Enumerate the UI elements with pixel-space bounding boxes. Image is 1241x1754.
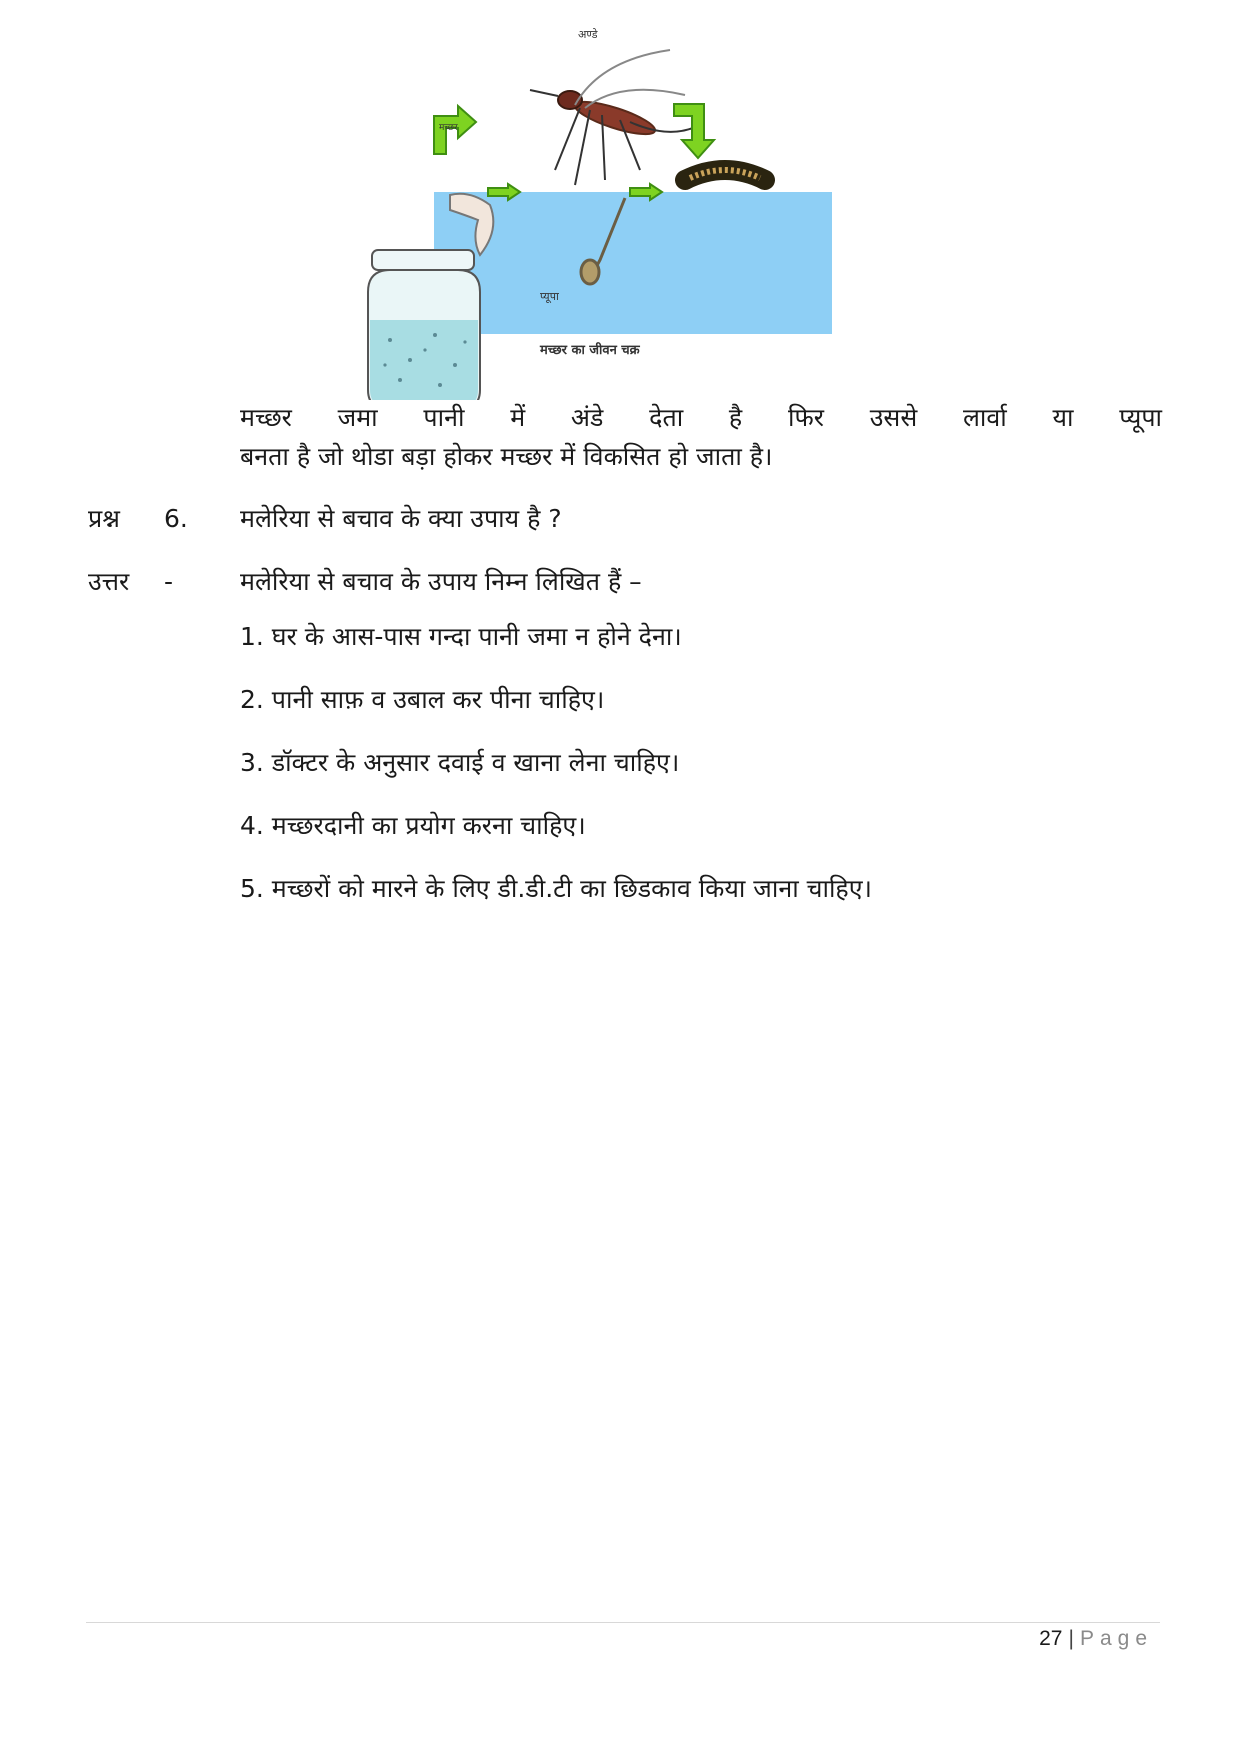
label-mosquito: मच्छर bbox=[439, 123, 458, 133]
water-jar-illustration bbox=[368, 250, 480, 400]
figure-caption: मच्छर का जीवन चक्र bbox=[540, 343, 640, 358]
label-pupa: प्यूपा bbox=[540, 290, 559, 303]
answer-text: मलेरिया से बचाव के उपाय निम्न लिखित हैं – bbox=[240, 567, 642, 596]
page-word: Page bbox=[1079, 1627, 1153, 1650]
footer-divider bbox=[86, 1622, 1160, 1623]
prevention-list bbox=[240, 620, 872, 935]
cycle-arrows bbox=[434, 104, 714, 200]
page-number: 27 bbox=[1039, 1627, 1063, 1650]
list-item: 2. पानी साफ़ व उबाल कर पीना चाहिए। bbox=[240, 685, 605, 714]
intro-paragraph bbox=[240, 398, 1162, 476]
label-eggs: अण्डे bbox=[578, 28, 598, 41]
intro-line-2: बनता है जो थोडा बड़ा होकर मच्छर में विकसित हो जाता है। bbox=[240, 442, 773, 471]
larva-illustration bbox=[685, 170, 765, 180]
adult-mosquito-illustration bbox=[530, 50, 700, 185]
list-item: 4. मच्छरदानी का प्रयोग करना चाहिए। bbox=[240, 811, 586, 840]
list-item: 1. घर के आस-पास गन्दा पानी जमा न होने देना। bbox=[240, 622, 682, 651]
page-separator: | bbox=[1068, 1627, 1074, 1650]
list-item: 3. डॉक्टर के अनुसार दवाई व खाना लेना चाहिए। bbox=[240, 748, 680, 777]
page-footer bbox=[1039, 1627, 1153, 1651]
answer-tag: उत्तर bbox=[88, 567, 130, 596]
life-cycle-figure bbox=[340, 20, 880, 400]
question-text: मलेरिया से बचाव के क्या उपाय है ? bbox=[240, 504, 562, 533]
answer-dash: - bbox=[164, 567, 174, 596]
question-tag: प्रश्न bbox=[88, 504, 120, 533]
list-item: 5. मच्छरों को मारने के लिए डी.डी.टी का छिडकाव किया जाना चाहिए। bbox=[240, 874, 873, 903]
water-tank bbox=[434, 192, 832, 334]
question-number: 6. bbox=[164, 504, 188, 533]
intro-line-1: मच्छर जमा पानी में अंडे देता है फिर उससे लार्वा या प्यूपा bbox=[240, 403, 1162, 432]
